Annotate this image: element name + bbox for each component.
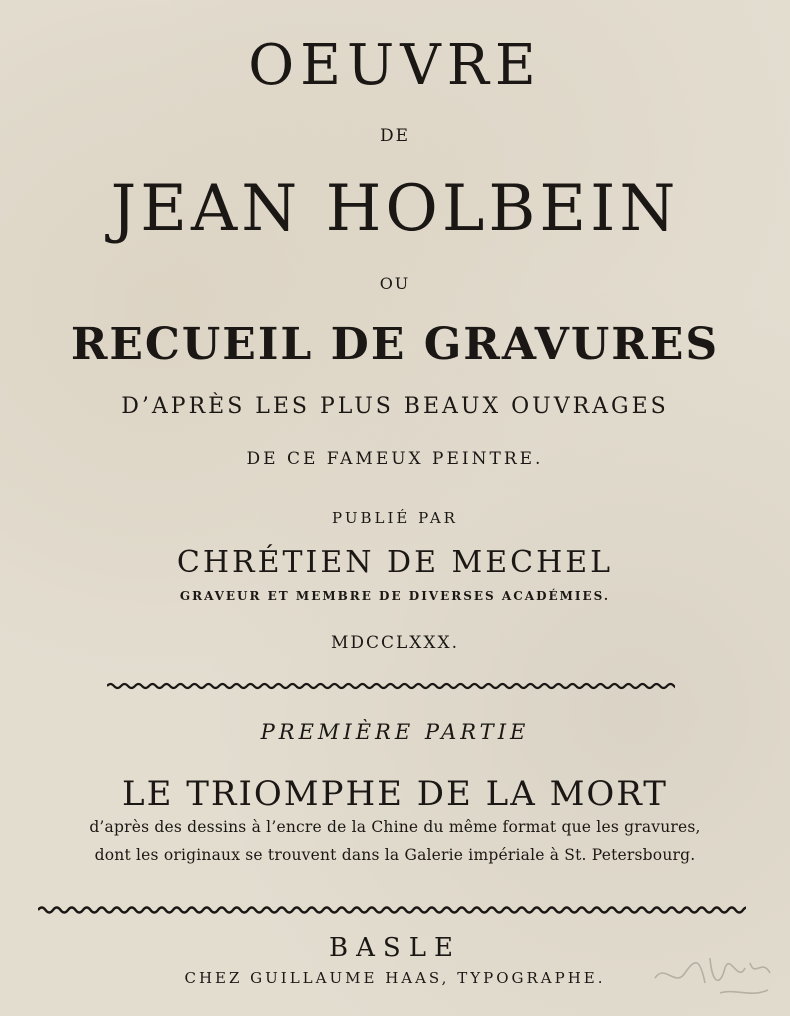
- subtitle-de-ce: DE CE FAMEUX PEINTRE.: [246, 449, 544, 469]
- publication-city: BASLE: [329, 933, 461, 963]
- publisher-title: GRAVEUR ET MEMBRE DE DIVERSES ACADÉMIES.: [179, 589, 611, 603]
- publisher-name: CHRÉTIEN DE MECHEL: [176, 545, 614, 580]
- subtitle-dapres: D’APRÈS LES PLUS BEAUX OUVRAGES: [121, 394, 669, 419]
- title-recueil: RECUEIL DE GRAVURES: [70, 319, 720, 370]
- title-de: DE: [379, 126, 411, 146]
- title-ou: OU: [379, 274, 411, 293]
- printer-line: CHEZ GUILLAUME HAAS, TYPOGRAPHE.: [184, 969, 606, 987]
- part-label: PREMIÈRE PARTIE: [260, 720, 530, 744]
- wavy-rule-icon: [107, 680, 675, 692]
- part-title: LE TRIOMPHE DE LA MORT: [122, 774, 668, 814]
- published-by-label: PUBLIÉ PAR: [332, 509, 458, 527]
- description-line: d’après des dessins à l’encre de la Chine du même format que les gravures,: [89, 818, 701, 836]
- publication-year: MDCCLXXX.: [330, 633, 460, 653]
- title-oeuvre: OEUVRE: [248, 33, 542, 98]
- wavy-rule-icon: [38, 903, 746, 917]
- description-line: dont les originaux se trouvent dans la Galerie impériale à St. Petersbourg.: [94, 846, 696, 864]
- signature-mark-icon: [650, 938, 780, 1008]
- author-name: JEAN HOLBEIN: [110, 172, 680, 246]
